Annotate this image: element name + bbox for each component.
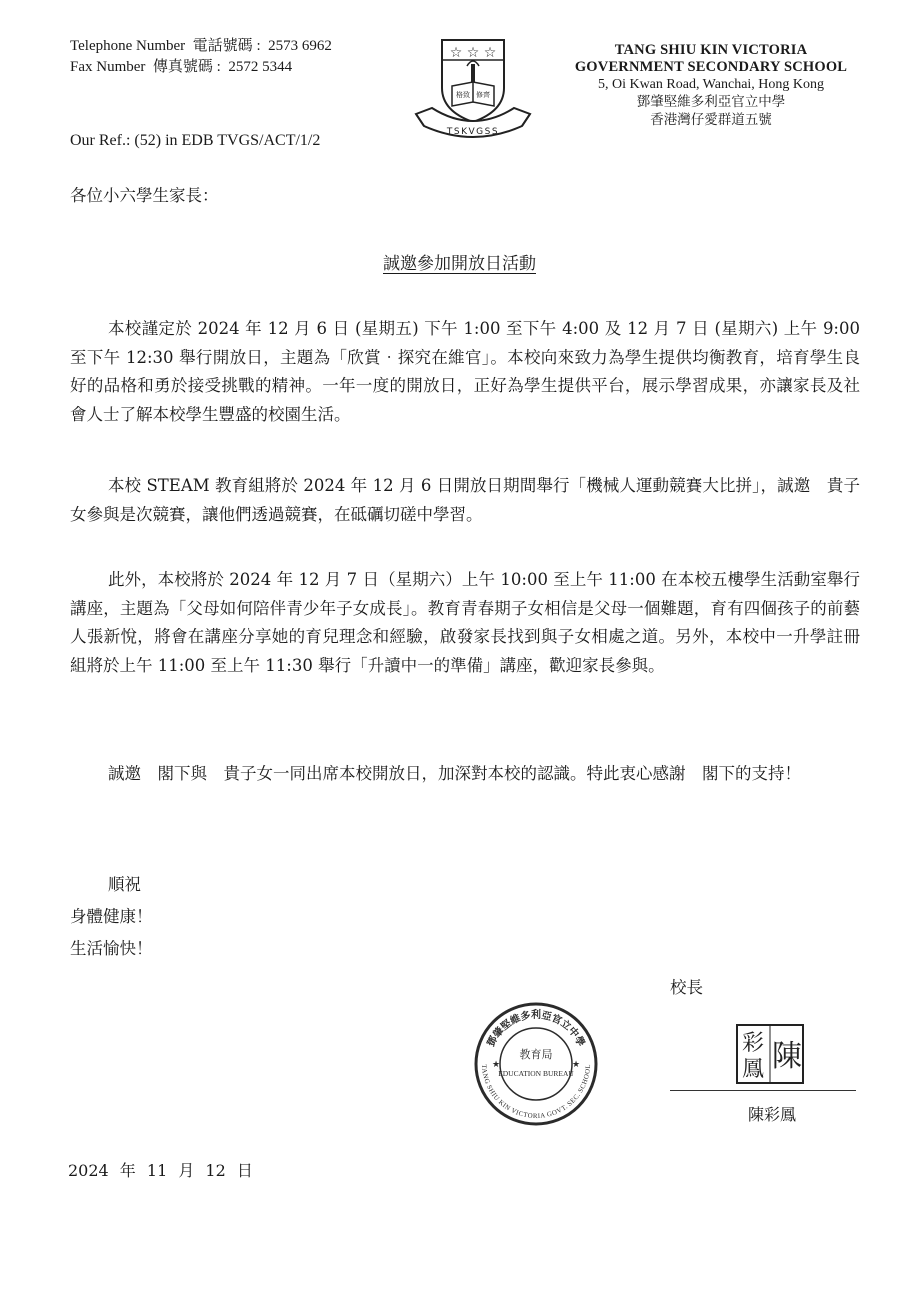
seal-inner-text-zh: 教育局 xyxy=(519,1048,553,1061)
closing-line-1: 順祝 xyxy=(108,875,141,894)
school-name-en-1: TANG SHIU KIN VICTORIA xyxy=(614,42,808,58)
paragraph-steam: 本校 STEAM 教育組將於 2024 年 12 月 6 日開放日期間舉行「機械人運動競賽大比拼」，誠邀 貴子女參與是次競賽，讓他們透過競賽，在砥礪切磋中學習。 xyxy=(70,476,860,524)
school-name-en-2: GOVERNMENT SECONDARY SCHOOL xyxy=(574,59,848,75)
telephone-label-zh: 電話號碼 xyxy=(192,38,253,54)
letter-title-text: 誠邀參加開放日活動 xyxy=(383,254,536,274)
crest-banner-text: TSKVGSS xyxy=(446,127,500,137)
school-crest-icon xyxy=(412,36,534,148)
fax-label: Fax Number xyxy=(70,59,146,75)
seal-outer-text-bottom: TANG SHIU KIN VICTORIA GOVT. SEC. SCHOOL xyxy=(479,1064,593,1121)
paragraph-talk: 此外，本校將於 2024 年 12 月 7 日（星期六）上午 10:00 至上午 11:00 在本校五樓學生活動室舉行講座，主題為「父母如何陪伴青少年子女成長」。教育青春期子女相信是父母一個難題，育有四個孩子的前藝人張新悅，將會在講座分享她的育兒理念和經驗，啟發家長找到與子女相處之道。另外，本校中一升學註冊組將於上午 11:00 至上午 11:30 舉行「升讀中一的準備」講座，歡迎家長參與。 xyxy=(70,570,860,675)
svg-text:★: ★ xyxy=(491,1060,501,1070)
salutation: 各位小六學生家長： xyxy=(70,186,219,205)
school-address-block xyxy=(566,42,856,129)
seal-outer-text-top: 鄧肇堅維多利亞官立中學 xyxy=(485,1010,587,1049)
svg-text:☆: ☆ xyxy=(466,45,480,61)
official-seal-icon xyxy=(472,1000,600,1128)
closing-line-2: 身體健康！ xyxy=(70,907,153,926)
telephone-label: Telephone Number xyxy=(70,38,186,54)
letter-date: 2024 年 11 月 12 日 xyxy=(68,1161,253,1180)
contact-block xyxy=(70,36,332,78)
fax-value: 2572 5344 xyxy=(228,59,293,75)
chop-char-1: 彩 xyxy=(741,1031,765,1056)
svg-text:☆: ☆ xyxy=(449,45,463,61)
signature-line xyxy=(670,1090,856,1091)
address-en: 5, Oi Kwan Road, Wanchai, Hong Kong xyxy=(597,77,825,92)
svg-text:☆: ☆ xyxy=(483,45,497,61)
paragraph-open-day: 本校謹定於 2024 年 12 月 6 日 (星期五) 下午 1:00 至下午 4:00 及 12 月 7 日 (星期六) 上午 9:00 至下午 12:30 舉行開放日，主題為「欣賞‧探究在維官」。本校向來致力為學生提供均衡教育，培育學生良好的品格和勇於接受挑戰的精神。一年一度的開放日，正好為學生提供平台，展示學習成果，亦讓家長及社會人士了解本校學生豐盛的校園生活。 xyxy=(70,319,860,424)
fax-label-zh: 傳真號碼 xyxy=(152,59,213,75)
principal-chop-icon xyxy=(736,1024,804,1084)
letter-title xyxy=(0,249,919,274)
paragraph-invitation: 誠邀 閣下與 貴子女一同出席本校開放日，加深對本校的認識。特此衷心感謝 閣下的支持！ xyxy=(107,764,801,783)
crest-book-right: 修齊 xyxy=(476,91,490,99)
reference-number: Our Ref.: (52) in EDB TVGS/ACT/1/2 xyxy=(70,132,321,149)
fax-row: Fax Number 傳真號碼 : 2572 5344 xyxy=(70,59,293,75)
seal-inner-text-en: EDUCATION BUREAU xyxy=(498,1069,574,1078)
svg-text:★: ★ xyxy=(571,1060,581,1070)
telephone-value: 2573 6962 xyxy=(268,38,332,54)
school-name-zh: 鄧肇堅維多利亞官立中學 xyxy=(636,94,786,110)
chop-char-2: 陳 xyxy=(772,1039,802,1074)
signatory-title: 校長 xyxy=(670,978,703,997)
chop-char-3: 鳳 xyxy=(741,1057,765,1082)
closing-line-3: 生活愉快！ xyxy=(70,939,153,958)
crest-book-left: 格致 xyxy=(456,91,470,99)
telephone-row: Telephone Number 電話號碼 : 2573 6962 xyxy=(70,38,332,54)
address-zh: 香港灣仔愛群道五號 xyxy=(650,112,772,128)
signatory-name: 陳彩鳳 xyxy=(748,1105,797,1124)
